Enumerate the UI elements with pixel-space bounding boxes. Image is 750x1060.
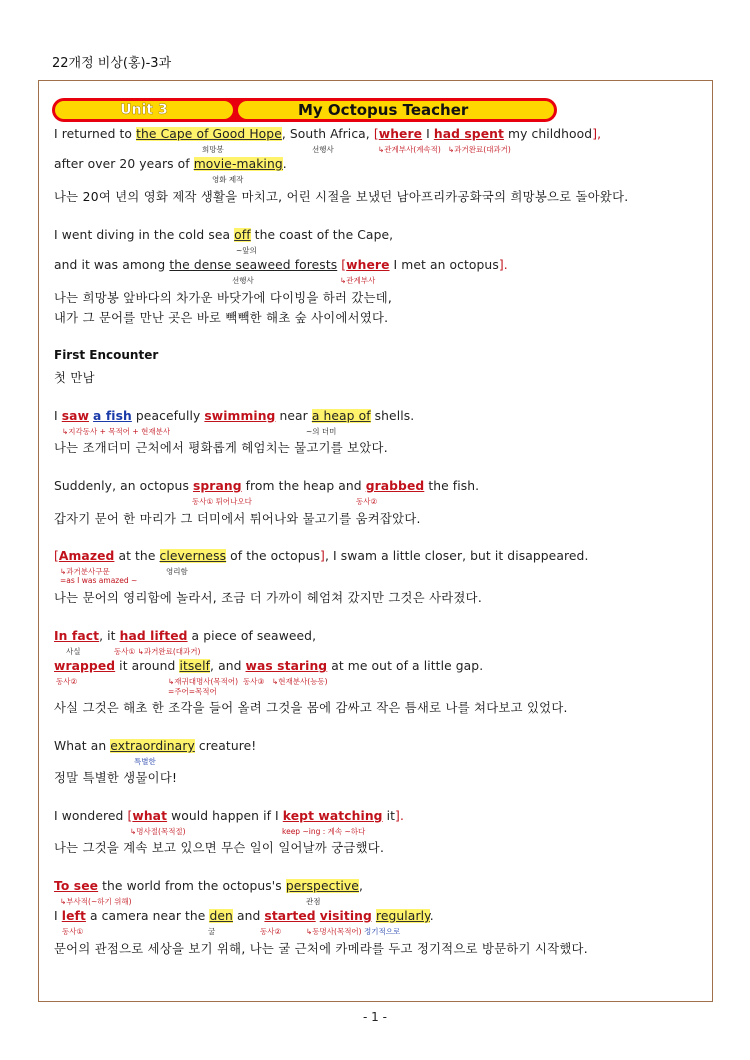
verb-sprang: sprang — [192, 479, 242, 493]
note: 선행사 — [312, 145, 334, 154]
highlight-heap: a heap of — [311, 409, 371, 423]
note: 선행사 — [232, 276, 254, 285]
text-run: I met an octopus — [389, 258, 499, 272]
bracket: [ — [373, 127, 379, 141]
text-run: from the heap and — [241, 479, 366, 493]
text-run: shells. — [370, 409, 415, 423]
sentence-2-line-1 — [54, 228, 393, 242]
text-run: , I swam a little closer, but it disappeared. — [324, 549, 589, 563]
text-run: and — [232, 909, 265, 923]
sentence-2-line-2 — [54, 258, 508, 272]
verb-swimming: swimming — [204, 409, 276, 423]
sentence-6-line-2 — [54, 659, 483, 673]
verb-kept-watching: kept watching — [282, 809, 383, 823]
text-run: What an — [54, 739, 111, 753]
highlight-itself: itself — [179, 659, 211, 673]
note: ↳현재분사(능동) — [272, 677, 328, 686]
verb-left: left — [61, 909, 86, 923]
phrase-in-fact: In fact — [54, 629, 100, 643]
note: 정기적으로 — [364, 927, 401, 936]
bracket: [ — [127, 809, 133, 823]
text-run: I wondered — [54, 809, 128, 823]
infinitive-to-see: To see — [54, 879, 99, 893]
sentence-4-translation: 갑자기 문어 한 마리가 그 더미에서 튀어나와 물고기를 움켜잡았다. — [54, 512, 421, 526]
note: 동사① ↳과거완료(대과거) — [114, 647, 201, 656]
verb-was-staring: was staring — [245, 659, 328, 673]
gerund-visiting: visiting — [319, 909, 372, 923]
text-run: , it — [99, 629, 120, 643]
text-run: a camera near the — [85, 909, 210, 923]
text-run: creature! — [194, 739, 257, 753]
sentence-5-translation: 나는 문어의 영리함에 놀라서, 조금 더 가까이 헤엄쳐 갔지만 그것은 사라졌다. — [54, 591, 483, 605]
text-run: at me out of a little gap. — [327, 659, 484, 673]
note: keep ~ing : 계속 ~하다 — [282, 827, 366, 836]
note: =주어=목적어 — [168, 687, 217, 696]
text-run: it — [382, 809, 396, 823]
text-run: at the — [114, 549, 160, 563]
sentence-9-line-2 — [54, 909, 434, 923]
sentence-7 — [54, 739, 256, 753]
note: 특별한 — [134, 757, 156, 766]
verb-saw: saw — [61, 409, 90, 423]
text-run: peacefully — [131, 409, 205, 423]
sentence-6-translation: 사실 그것은 해초 한 조각을 들어 올려 그것을 몸에 감싸고 작은 틈새로 나를 쳐다보고 있었다. — [54, 701, 568, 715]
sentence-9-translation: 문어의 관점으로 세상을 보기 위해, 나는 굴 근처에 카메라를 두고 정기적으로 방문하기 시작했다. — [54, 942, 588, 956]
highlight-regularly: regularly — [375, 909, 430, 923]
bracket: [ — [54, 549, 59, 563]
text-run: I — [422, 127, 434, 141]
course-header: 22개정 비상(홍)-3과 — [52, 56, 172, 71]
note: ↳부사적(~하기 위해) — [60, 897, 132, 906]
note: ↳과거완료(대과거) — [448, 145, 511, 154]
verb-wrapped: wrapped — [54, 659, 116, 673]
text-run: . — [282, 157, 287, 171]
sentence-3-translation: 나는 조개더미 근처에서 평화롭게 헤엄치는 물고기를 보았다. — [54, 441, 388, 455]
note: ↳재귀대명사(목적어) — [168, 677, 239, 686]
text-run: a piece of seaweed, — [187, 629, 317, 643]
section-heading-en: First Encounter — [54, 348, 159, 362]
note: ↳명사절(목적절) — [130, 827, 186, 836]
text-run: the fish. — [424, 479, 480, 493]
text-run: Suddenly, an octopus — [54, 479, 193, 493]
note: 동사③ — [243, 677, 265, 686]
text-run: I returned to — [54, 127, 137, 141]
text-run: I went diving in the cold sea — [54, 228, 235, 242]
sentence-4 — [54, 479, 479, 493]
note: 희망봉 — [202, 145, 224, 154]
note: 영리함 — [166, 567, 188, 576]
relative-where: where — [378, 127, 423, 141]
text-run: the coast of the Cape, — [250, 228, 394, 242]
note: ↳과거분사구문 — [60, 567, 110, 576]
sentence-9-line-1 — [54, 879, 363, 893]
sentence-1-line-1 — [54, 127, 601, 141]
note: 동사② — [56, 677, 78, 686]
text-run: of the octopus — [226, 549, 321, 563]
sentence-8 — [54, 809, 404, 823]
note: 영화 제작 — [212, 175, 244, 184]
text-run: I — [54, 409, 62, 423]
text-run: after over 20 years of — [54, 157, 194, 171]
antecedent: the dense seaweed forests — [169, 258, 338, 272]
sentence-1-translation: 나는 20여 년의 영화 제작 생활을 마치고, 어린 시절을 보냈던 남아프리카공화국의 희망봉으로 돌아왔다. — [54, 190, 629, 204]
bracket: ]. — [395, 809, 404, 823]
text-run: it around — [115, 659, 180, 673]
text-run: , and — [210, 659, 246, 673]
sentence-6-line-1 — [54, 629, 316, 643]
sentence-2-translation-2: 내가 그 문어를 만난 곳은 바로 빽빽한 해초 숲 사이에서였다. — [54, 311, 389, 325]
lesson-title: My Octopus Teacher — [238, 101, 554, 119]
bracket: ], — [592, 127, 602, 141]
participle-amazed: Amazed — [58, 549, 115, 563]
note: 굴 — [208, 927, 216, 936]
clause-what: what — [132, 809, 168, 823]
relative-where: where — [346, 258, 390, 272]
highlight-off: off — [234, 228, 251, 242]
text-run: would happen if I — [167, 809, 283, 823]
bracket: ] — [320, 549, 325, 563]
text-run: . — [429, 909, 434, 923]
bracket: ]. — [498, 258, 508, 272]
note: 동사① 튀어나오다 — [192, 497, 252, 506]
sentence-7-translation: 정말 특별한 생물이다! — [54, 771, 178, 785]
highlight-cape: the Cape of Good Hope — [136, 127, 282, 141]
text-run: and it was among — [54, 258, 170, 272]
text-run: I — [54, 909, 62, 923]
sentence-3 — [54, 409, 414, 423]
sentence-2-translation-1: 나는 희망봉 앞바다의 차가운 바닷가에 다이빙을 하러 갔는데, — [54, 291, 393, 305]
verb-started: started — [264, 909, 316, 923]
note: ↳관계부사(계속적) — [378, 145, 441, 154]
note: 동사② — [356, 497, 378, 506]
verb-had-spent: had spent — [433, 127, 504, 141]
verb-grabbed: grabbed — [365, 479, 425, 493]
sentence-1-line-2 — [54, 157, 287, 171]
highlight-cleverness: cleverness — [159, 549, 227, 563]
verb-had-lifted: had lifted — [119, 629, 188, 643]
note: ↳동명사(목적어) — [306, 927, 362, 936]
note: =as I was amazed ~ — [60, 576, 138, 585]
sentence-8-translation: 나는 그것을 계속 보고 있으면 무슨 일이 일어날까 궁금했다. — [54, 841, 385, 855]
highlight-movie-making: movie-making — [193, 157, 283, 171]
note: ↳지각동사 + 목적어 + 현재분사 — [62, 427, 171, 436]
unit-label: Unit 3 — [55, 101, 233, 119]
text-run: , South Africa, — [281, 127, 374, 141]
highlight-den: den — [209, 909, 233, 923]
highlight-extraordinary: extraordinary — [110, 739, 195, 753]
text-run: , — [358, 879, 363, 893]
page-number: - 1 - — [363, 1010, 387, 1024]
object-a-fish: a fish — [93, 409, 132, 423]
note: 관점 — [306, 897, 321, 906]
bracket: [ — [337, 258, 347, 272]
note: ~의 더미 — [306, 427, 337, 436]
highlight-perspective: perspective — [285, 879, 359, 893]
note: 동사① — [62, 927, 84, 936]
note: ↳관계부사 — [340, 276, 376, 285]
text-run: near — [275, 409, 312, 423]
sentence-5 — [54, 549, 588, 563]
section-heading-ko: 첫 만남 — [54, 371, 95, 385]
note: 동사② — [260, 927, 282, 936]
text-run: the world from the octopus's — [98, 879, 286, 893]
page-frame — [38, 80, 713, 1002]
text-run: my childhood — [503, 127, 593, 141]
note: 사실 — [66, 647, 81, 656]
unit-banner — [52, 98, 557, 122]
note: ~앞의 — [236, 246, 257, 255]
